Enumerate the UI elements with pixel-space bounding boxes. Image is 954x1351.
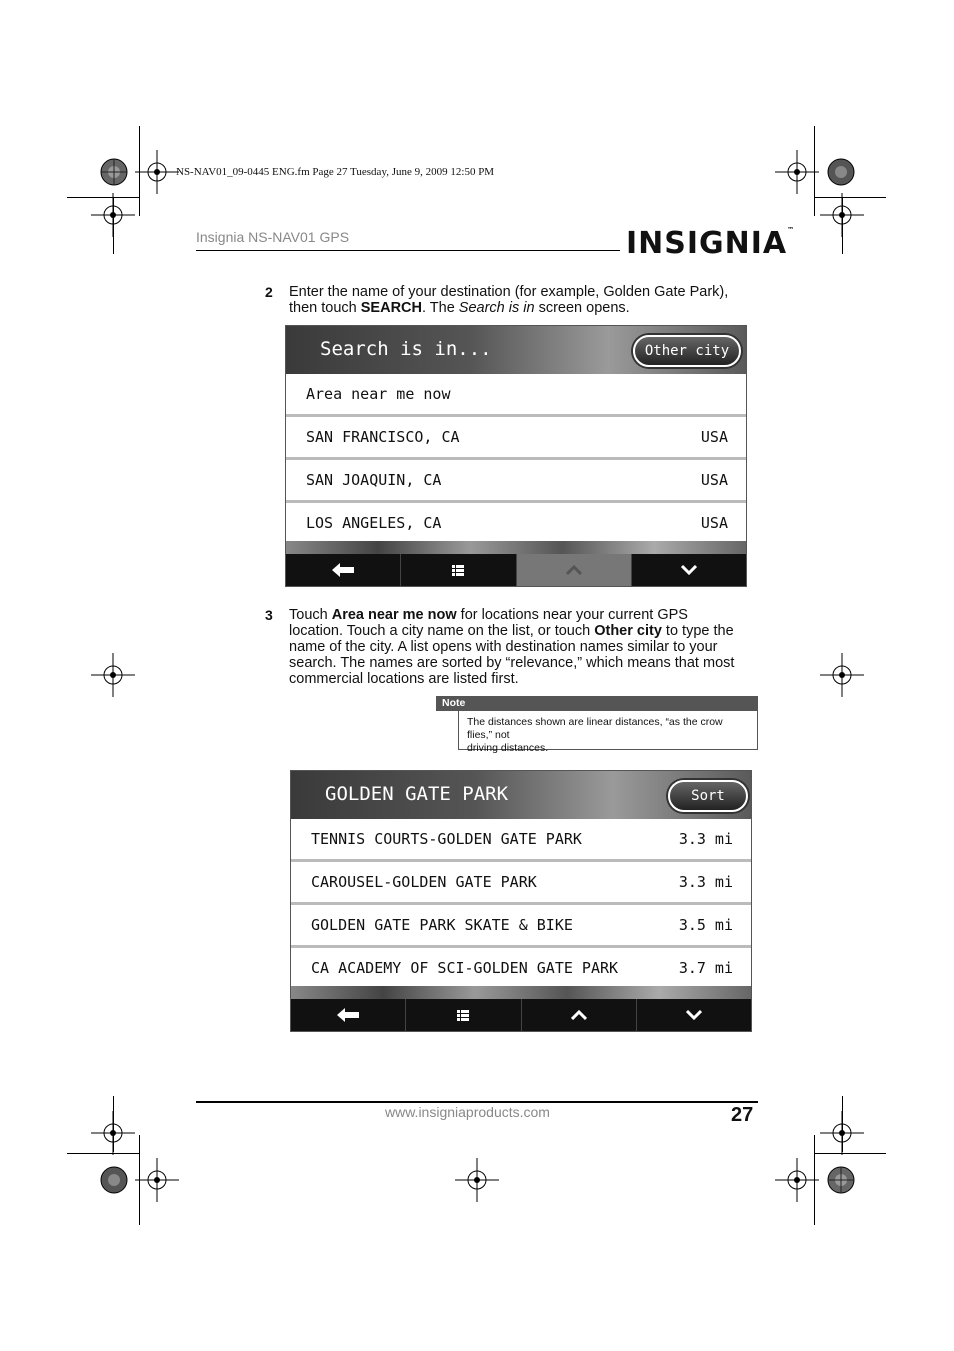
chevron-up-icon [566, 565, 582, 575]
step-3-line-2 [289, 623, 759, 639]
note-box [436, 696, 758, 754]
list-item-value: 3.5 mi [678, 916, 733, 934]
decorative-strip [291, 986, 751, 1000]
text: location. Touch a city name on the list, or touch [289, 623, 595, 639]
back-button[interactable] [286, 554, 401, 586]
registration-mark-icon [820, 653, 864, 697]
registration-mark-icon [135, 1158, 179, 1202]
step-number: 2 [265, 284, 273, 300]
text: screen opens. [534, 300, 630, 316]
step-3-line-4: search. The names are sorted by “relevance,” which means that most [289, 655, 735, 671]
list-item[interactable] [291, 948, 751, 988]
search-term: SEARCH [360, 300, 422, 316]
list-item-label: CA ACADEMY OF SCI-GOLDEN GATE PARK [311, 959, 619, 977]
registration-mark-icon [775, 150, 819, 194]
note-line: The distances shown are linear distances, “as the crow flies,” not [467, 716, 723, 741]
list-item-label: GOLDEN GATE PARK SKATE & BIKE [311, 916, 573, 934]
nav-bar [286, 554, 746, 586]
list-item[interactable] [286, 374, 746, 417]
trademark: ™ [787, 226, 796, 234]
chevron-down-icon [681, 565, 697, 575]
list-item[interactable] [286, 503, 746, 543]
list-item-value: USA [700, 471, 728, 489]
step-2-line-2 [289, 300, 759, 316]
list-item[interactable] [286, 460, 746, 503]
text: for locations near your current GPS [456, 607, 688, 623]
brand-logo [626, 226, 795, 261]
page-number: 27 [731, 1104, 754, 1126]
footer-url[interactable]: www.insigniaproducts.com [385, 1104, 550, 1120]
list-item-label: SAN JOAQUIN, CA [306, 471, 442, 489]
text: . The [421, 300, 459, 316]
chevron-up-icon [571, 1010, 587, 1020]
list-icon [457, 1010, 469, 1021]
file-slug: NS-NAV01_09-0445 ENG.fm Page 27 Tuesday, June 9, 2009 12:50 PM [176, 166, 495, 178]
registration-mark-icon [91, 653, 135, 697]
color-registration-icon [100, 1166, 128, 1194]
list-item-value: USA [700, 428, 728, 446]
back-arrow-icon [337, 1008, 359, 1022]
registration-mark-icon [820, 1111, 864, 1155]
color-registration-icon [827, 1166, 855, 1194]
screen-name: Search is in [458, 300, 535, 316]
color-registration-icon [100, 158, 128, 186]
note-line: driving distances. [467, 742, 549, 754]
text: to type the [661, 623, 734, 639]
scroll-up-button[interactable] [517, 554, 632, 586]
chevron-down-icon [686, 1010, 702, 1020]
option-name: Area near me now [331, 607, 457, 623]
footer-rule [196, 1101, 758, 1103]
list-item-label: LOS ANGELES, CA [306, 514, 442, 532]
screen-title: Search is in... [320, 338, 492, 360]
list-item-label: SAN FRANCISCO, CA [306, 428, 460, 446]
note-body [458, 711, 758, 754]
nav-bar [291, 999, 751, 1031]
list-button[interactable] [401, 554, 516, 586]
list-item-label: Area near me now [306, 385, 451, 403]
screen-title-bar [286, 326, 746, 374]
screen-title-bar [291, 771, 751, 819]
registration-mark-icon [820, 193, 864, 237]
list-button[interactable] [406, 999, 521, 1031]
list-item[interactable] [286, 417, 746, 460]
color-registration-icon [827, 158, 855, 186]
list-item[interactable] [291, 862, 751, 905]
list-item-label: TENNIS COURTS-GOLDEN GATE PARK [311, 830, 582, 848]
step-number: 3 [265, 607, 273, 623]
list-item-value: 3.3 mi [678, 873, 733, 891]
logo-text: INSIGNIA [626, 226, 788, 261]
list-item-value: 3.7 mi [678, 959, 733, 977]
list-item[interactable] [291, 819, 751, 862]
registration-mark-icon [135, 150, 179, 194]
decorative-strip [286, 541, 746, 555]
step-2-text [289, 284, 759, 316]
step-2-line-1: Enter the name of your destination (for example, Golden Gate Park), [289, 284, 729, 300]
step-3-line-1 [289, 607, 759, 623]
registration-mark-icon [91, 1111, 135, 1155]
registration-mark-icon [455, 1158, 499, 1202]
sort-button[interactable]: Sort [668, 780, 748, 812]
header-rule [196, 250, 620, 251]
back-button[interactable] [291, 999, 406, 1031]
text: Touch [289, 607, 332, 623]
scroll-down-button[interactable] [632, 554, 746, 586]
step-3-line-5: commercial locations are listed first. [289, 671, 519, 687]
search-is-in-screen [285, 325, 747, 587]
step-3-text [289, 607, 759, 687]
registration-mark-icon [91, 193, 135, 237]
list-item[interactable] [291, 905, 751, 948]
option-name: Other city [594, 623, 662, 639]
scroll-up-button[interactable] [522, 999, 637, 1031]
scroll-down-button[interactable] [637, 999, 751, 1031]
list-item-value: USA [700, 514, 728, 532]
running-header: Insignia NS-NAV01 GPS [196, 229, 350, 245]
step-3-line-3: name of the city. A list opens with destination names similar to your [289, 639, 718, 655]
other-city-button[interactable]: Other city [633, 335, 741, 367]
registration-mark-icon [775, 1158, 819, 1202]
list-item-value: 3.3 mi [678, 830, 733, 848]
screen-title: GOLDEN GATE PARK [325, 783, 509, 805]
golden-gate-park-screen [290, 770, 752, 1032]
text: then touch [289, 300, 361, 316]
note-heading: Note [436, 696, 758, 711]
list-icon [452, 565, 464, 576]
list-item-label: CAROUSEL-GOLDEN GATE PARK [311, 873, 537, 891]
back-arrow-icon [332, 563, 354, 577]
